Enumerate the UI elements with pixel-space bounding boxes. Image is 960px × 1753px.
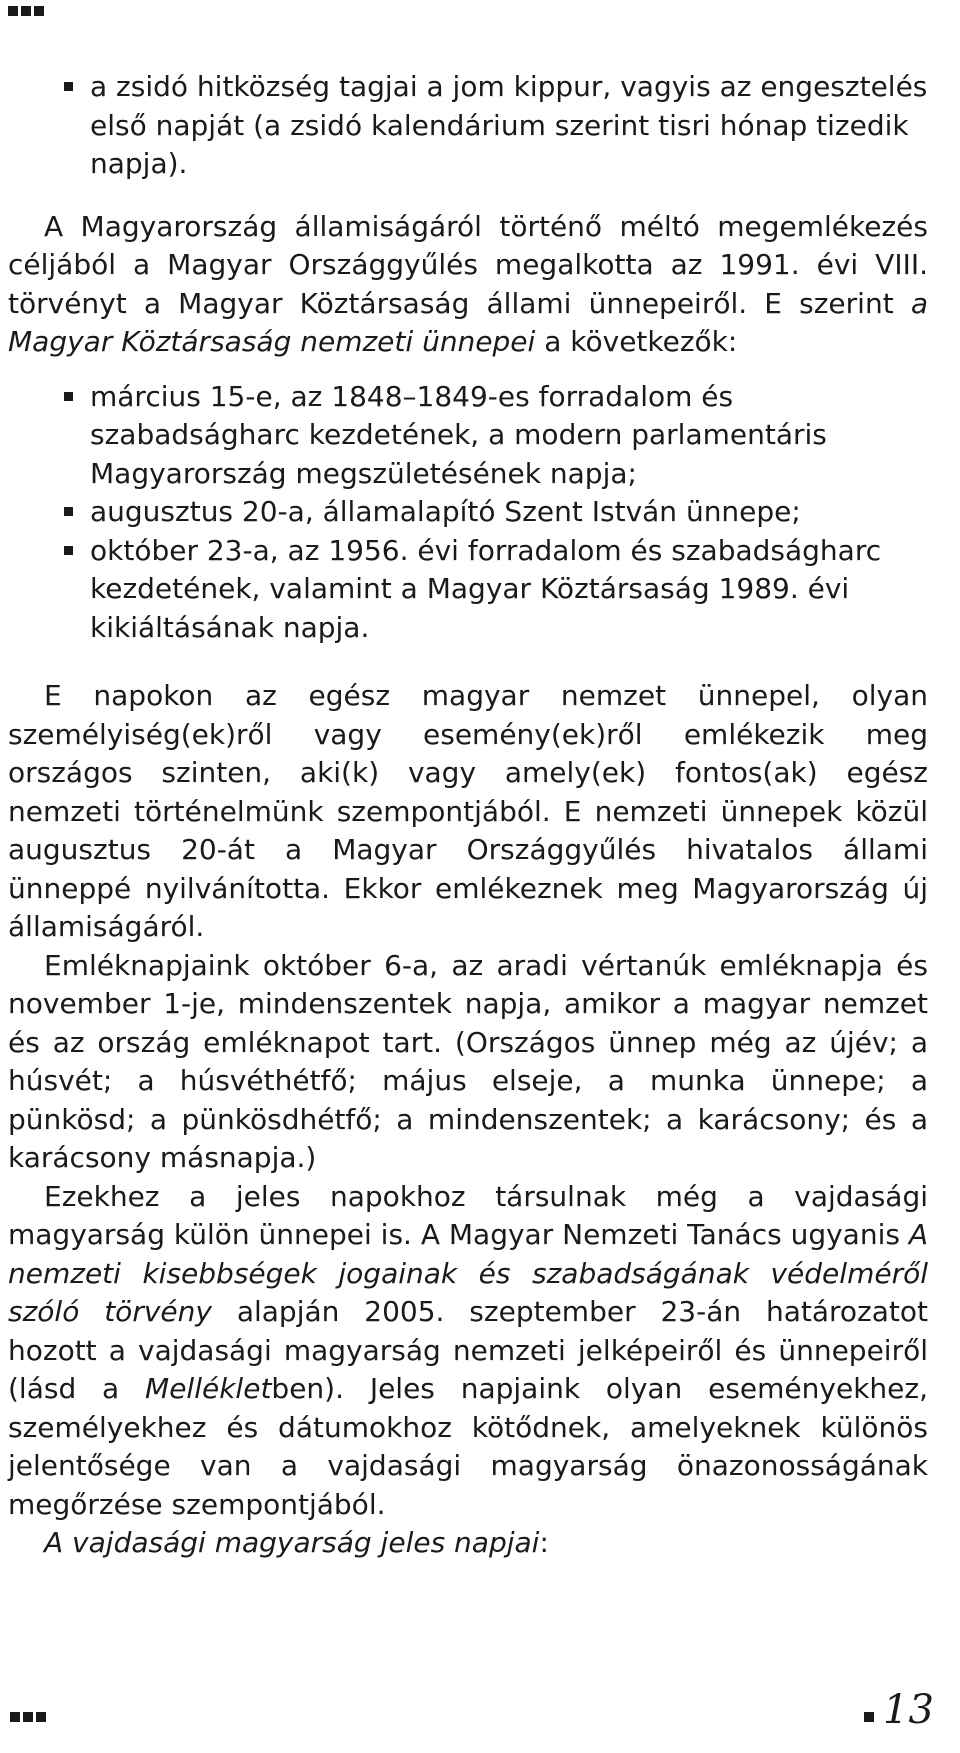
emphasis-text: Melléklet (145, 1372, 272, 1405)
paragraph-text: ben). Jeles napjaink olyan eseményekhez, személyekhez és dátumokhoz kötődnek, amelyeknek különös jelentősége van a vajdasági magyarság önazonosságának megőrzése szempontjából. (8, 1372, 928, 1521)
footer-decoration (10, 1712, 46, 1722)
section-lead (8, 1524, 928, 1563)
paragraph-text: Ezekhez a jeles napokhoz társulnak még a vajdasági magyarság külön ünnepei is. A Magyar Nemzeti Tanács ugyanis (8, 1179, 928, 1251)
bullet-icon (64, 392, 73, 401)
paragraph-text: A Magyarország államiságáról történő méltó megemlékezés céljából a Magyar Országgyűlés megalkotta az 1991. évi VIII. törvényt a Magyar Köztársaság állami ünnepeiről. E szerint (8, 209, 928, 320)
page-body (8, 68, 928, 1563)
list-item-text: október 23-a, az 1956. évi forradalom és szabadságharc kezdetének, valamint a Magyar Köztársaság 1989. évi kikiáltásának napja. (90, 533, 882, 644)
decor-square (23, 1712, 33, 1722)
list-item-text: a zsidó hitközség tagjai a jom kippur, vagyis az engesztelés első napját (a zsidó kalendárium szerint tisri hónap tizedik napja). (90, 70, 928, 180)
list-item (8, 68, 928, 184)
decor-square (8, 6, 18, 16)
page-number: 13 (883, 1687, 934, 1733)
decor-square (10, 1712, 20, 1722)
paragraph-text: a következők: (535, 325, 738, 358)
paragraph: Emléknapjaink október 6-a, az aradi vértanúk emléknapja és november 1-je, mindenszentek napja, amikor a magyar nemzet és az ország emléknapot tart. (Országos ünnep még az újév; a húsvét; a húsvéthétfő; május elseje, a munka ünnepe; a pünkösd; a pünkösdhétfő; a mindenszentek; a karácsony; és a karácsony másnapja.) (8, 948, 928, 1174)
emphasis-text: a Magyar Köztársaság nemzeti ünnepei (8, 286, 928, 358)
list-item (8, 493, 928, 532)
page-number-marker (864, 1712, 874, 1722)
paragraph-text: alapján 2005. szeptember 23-án határozatot hozott a vajdasági magyarság nemzeti jelképeiről és ünnepeiről (lásd a (8, 1295, 929, 1405)
paragraph-text: : (539, 1526, 549, 1559)
decor-square (21, 6, 31, 16)
header-decoration (8, 6, 44, 16)
list-item (8, 532, 928, 648)
paragraph (8, 1178, 928, 1525)
national-holidays-list (8, 378, 928, 648)
emphasis-text: A vajdasági magyarság jeles napjai (44, 1526, 540, 1559)
bullet-icon (64, 546, 73, 555)
decor-square (36, 1712, 46, 1722)
list-item-text: augusztus 20-a, államalapító Szent István ünnepe; (90, 495, 801, 528)
paragraph: E napokon az egész magyar nemzet ünnepel, olyan személyiség(ek)ről vagy esemény(ek)ről emlékezik meg országos szinten, aki(k) vagy amely(ek) fontos(ak) egész nemzeti történelmünk szempontjából. E nemzeti ünnepek közül augusztus 20-át a Magyar Országgyűlés hivatalos állami ünneppé nyilvánította. Ekkor emlékeznek meg Magyarország új államiságáról. (8, 679, 928, 943)
emphasis-text: A nemzeti kisebbségek jogainak és szabadságának védelméről szóló törvény (8, 1218, 928, 1328)
list-item-text: március 15-e, az 1848–1849-es forradalom és szabadságharc kezdetének, a modern parlamentáris Magyarország megszületésének napja; (90, 379, 827, 490)
paragraph-intro (8, 208, 928, 362)
list-item (8, 378, 928, 494)
decor-square (34, 6, 44, 16)
bullet-icon (64, 82, 73, 91)
bullet-icon (64, 507, 73, 516)
intro-bullet-list (8, 68, 928, 184)
